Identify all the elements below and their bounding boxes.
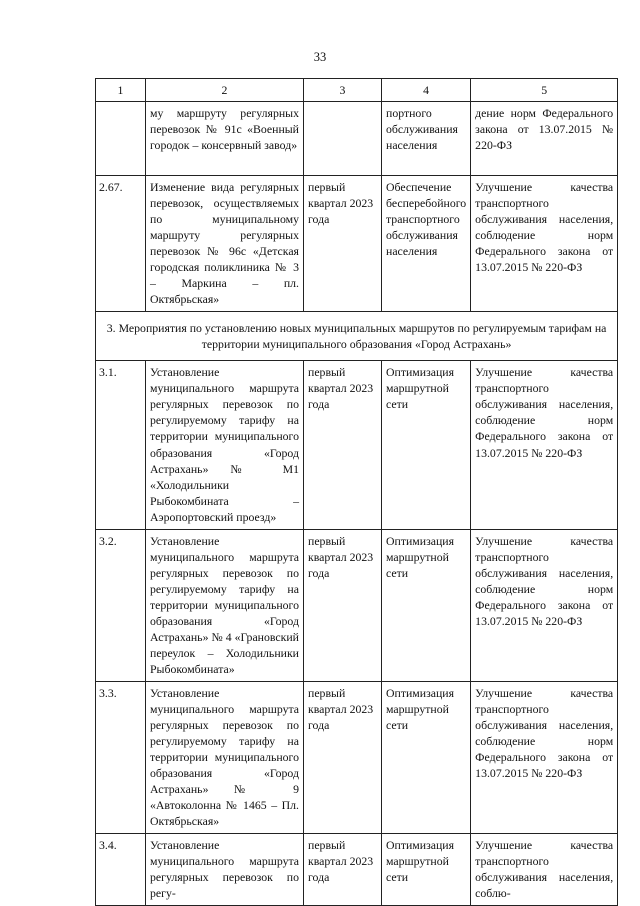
section-row xyxy=(96,312,618,361)
term-cell xyxy=(304,102,382,176)
row-number: 3.3. xyxy=(96,681,146,833)
section-title: 3. Мероприятия по установлению новых муниципальных маршрутов по регулируемым тарифам на территории муниципального образования «Город Астрахань» xyxy=(96,312,618,361)
column-header: 1 xyxy=(96,79,146,102)
goal-cell: Оптимизация маршрутной сети xyxy=(382,681,471,833)
table-row xyxy=(96,834,618,906)
table-header-row xyxy=(96,79,618,102)
page-number: 33 xyxy=(313,50,327,64)
row-number: 3.2. xyxy=(96,529,146,681)
event-cell: Изменение вида регулярных перевозок, осуществляемых по муниципальному маршруту регулярных перевозок № 96с «Детская городская поликлиника № 3 – Маркина – пл. Октябрьская» xyxy=(146,176,304,312)
result-cell: Улучшение качества транспортного обслуживания населения, соблю- xyxy=(471,834,618,906)
table-row xyxy=(96,176,618,312)
measures-table xyxy=(95,78,618,906)
term-cell: первый квартал 2023 года xyxy=(304,681,382,833)
goal-cell: Обеспечение бесперебойного транспортного обслуживания населения xyxy=(382,176,471,312)
event-cell: Установление муниципального маршрута регулярных перевозок по регу- xyxy=(146,834,304,906)
goal-cell: Оптимизация маршрутной сети xyxy=(382,529,471,681)
table-row xyxy=(96,681,618,833)
row-number: 3.1. xyxy=(96,361,146,529)
event-cell: Установление муниципального маршрута регулярных перевозок по регулируемому тарифу на территории муниципального образования «Город Астрахань» № 9 «Автоколонна № 1465 – Пл. Октябрьская» xyxy=(146,681,304,833)
term-cell: первый квартал 2023 года xyxy=(304,834,382,906)
table-row xyxy=(96,102,618,176)
row-number: 3.4. xyxy=(96,834,146,906)
column-header: 2 xyxy=(146,79,304,102)
row-number xyxy=(96,102,146,176)
result-cell: Улучшение качества транспортного обслуживания населения, соблюдение норм Федерального закона от 13.07.2015 № 220-ФЗ xyxy=(471,176,618,312)
term-cell: первый квартал 2023 года xyxy=(304,176,382,312)
column-header: 3 xyxy=(304,79,382,102)
goal-cell: Оптимизация маршрутной сети xyxy=(382,361,471,529)
goal-cell: портного обслуживания населения xyxy=(382,102,471,176)
row-number: 2.67. xyxy=(96,176,146,312)
table-row xyxy=(96,361,618,529)
goal-cell: Оптимизация маршрутной сети xyxy=(382,834,471,906)
column-header: 4 xyxy=(382,79,471,102)
result-cell: Улучшение качества транспортного обслуживания населения, соблюдение норм Федерального закона от 13.07.2015 № 220-ФЗ xyxy=(471,361,618,529)
event-cell: Установление муниципального маршрута регулярных перевозок по регулируемому тарифу на территории муниципального образования «Город Астрахань» № 4 «Грановский переулок – Холодильники Рыбокомбината» xyxy=(146,529,304,681)
event-cell: Установление муниципального маршрута регулярных перевозок по регулируемому тарифу на территории муниципального образования «Город Астрахань» № М1 «Холодильники Рыбокомбината – Аэропортовский проезд» xyxy=(146,361,304,529)
table-row xyxy=(96,529,618,681)
result-cell: Улучшение качества транспортного обслуживания населения, соблюдение норм Федерального закона от 13.07.2015 № 220-ФЗ xyxy=(471,681,618,833)
result-cell: дение норм Федерального закона от 13.07.2015 № 220-ФЗ xyxy=(471,102,618,176)
event-cell: му маршруту регулярных перевозок № 91с «Военный городок – консервный завод» xyxy=(146,102,304,176)
result-cell: Улучшение качества транспортного обслуживания населения, соблюдение норм Федерального закона от 13.07.2015 № 220-ФЗ xyxy=(471,529,618,681)
term-cell: первый квартал 2023 года xyxy=(304,361,382,529)
column-header: 5 xyxy=(471,79,618,102)
term-cell: первый квартал 2023 года xyxy=(304,529,382,681)
